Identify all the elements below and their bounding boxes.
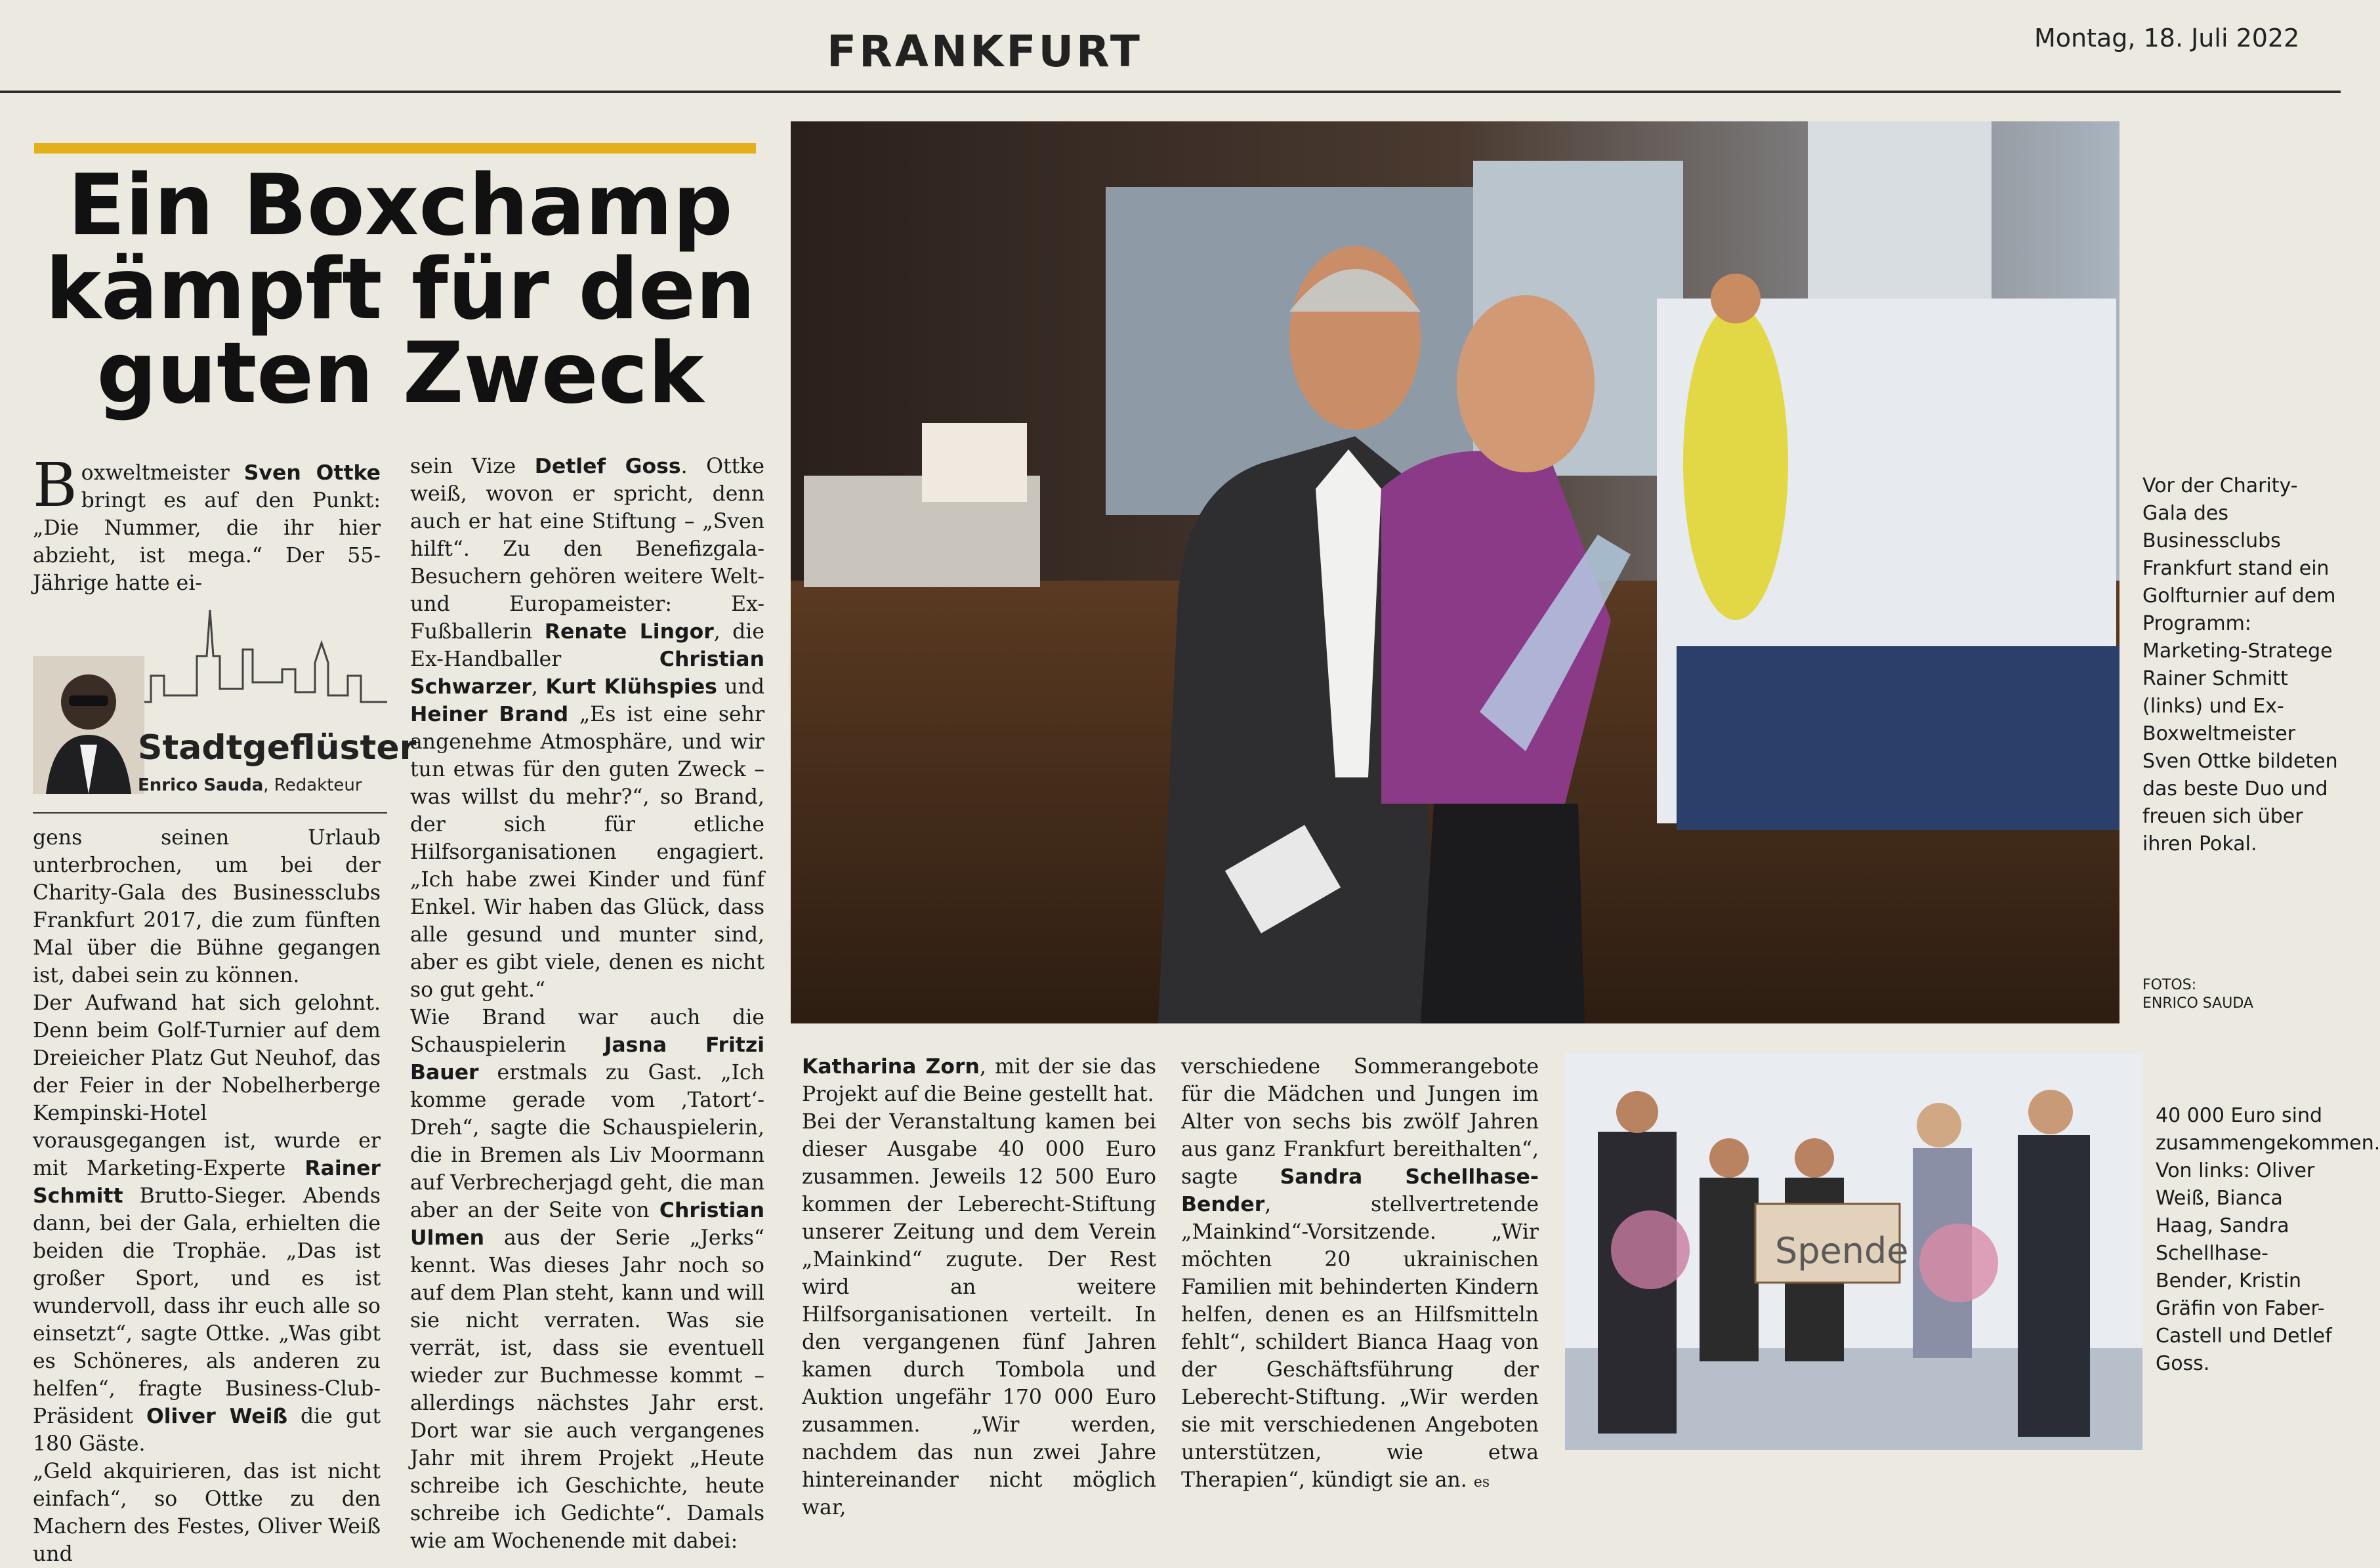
headline-line-1: Ein Boxchamp xyxy=(68,157,733,255)
text: sein Vize xyxy=(410,455,535,478)
name-renate-lingor: Renate Lingor xyxy=(544,620,714,644)
text: und xyxy=(717,675,764,699)
dropcap: B xyxy=(33,450,77,520)
name-jasna-fritzi-bauer: Jasna Fritzi Bauer xyxy=(410,1033,764,1084)
text: . Ottke weiß, wovon er spricht, denn auch er hat eine Stiftung – „Sven hilft“. Zu den Benefizgala-Besuchern gehören weitere Welt- und Europameister: Ex-Fußballerin xyxy=(410,455,765,644)
name-kurt-kluehspies: Kurt Klühspies xyxy=(545,675,717,699)
column-author xyxy=(138,775,362,795)
text: , mit der sie das Projekt auf die Beine gestellt hat. xyxy=(802,1055,1157,1106)
author-role: , Redakteur xyxy=(263,775,362,795)
spende-sign: Spende xyxy=(1775,1230,1909,1271)
text: , stellvertretende „Mainkind“-Vorsitzende. „Wir möchten 20 ukrainischen Familien mit behinderten Kindern helfen, denen es an Hilfsmitteln fehlt“, schildert Bianca Haag von der Geschäftsführung der Leberecht-Stiftung. „Wir werden sie mit verschiedenen Angeboten unterstützen, wie etwa Therapien“, kündigt sie an. xyxy=(1181,1193,1539,1492)
paragraph: „Geld akquirieren, das ist nicht einfach“, so Ottke zu den Machern des Festes, Oliver Weiß und xyxy=(33,1460,381,1566)
name-heiner-brand: Heiner Brand xyxy=(410,703,569,726)
column-title: Stadtgeflüster xyxy=(138,728,417,768)
article-column-1 xyxy=(33,824,381,1568)
paragraph-text: die gut 180 Gäste. xyxy=(33,1405,381,1456)
headline-line-3: guten Zweck xyxy=(96,325,704,423)
photo-illustration xyxy=(791,121,2119,1023)
name-sandra-schellhase-bender: Sandra Schellhase-Bender xyxy=(1181,1165,1539,1216)
intro-text-2: bringt es auf den Punkt: „Die Nummer, die ihr hier abzieht, ist mega.“ Der 55-Jährige hatte ei- xyxy=(33,489,381,595)
headline-line-2: kämpft für den xyxy=(45,241,755,339)
paragraph-text: Der Aufwand hat sich gelohnt. Denn beim Golf-Turnier auf dem Dreieicher Platz Gut Neuhof, das der Feier in der Nobelherberge Kempinski-Hotel vorausgegangen ist, wurde er mit Marketing-Experte xyxy=(33,991,381,1180)
photo-caption-2: 40 000 Euro sind zusammengekommen. Von links: Oliver Weiß, Bianca Haag, Sandra Schellhase-Bender, Kristin Gräfin von Faber-Castell und Detlef Goss. xyxy=(2156,1104,2380,1375)
paragraph: gens seinen Urlaub unterbrochen, um bei der Charity-Gala des Businessclubs Frankfurt 2017, die zum fünften Mal über die Bühne gegangen ist, dabei sein zu können. xyxy=(33,826,381,987)
name-christian-schwarzer: Christian Schwarzer xyxy=(410,648,764,699)
credit-name: ENRICO SAUDA xyxy=(2142,995,2253,1012)
gala-photo xyxy=(791,121,2119,1023)
name-oliver-weiss: Oliver Weiß xyxy=(146,1405,288,1428)
donation-photo xyxy=(1565,1053,2142,1450)
paragraph-text: Brutto-Sieger. Abends dann, bei der Gala, erhielten die beiden die Trophäe. „Das ist großer Sport, und es ist wundervoll, dass ihr euch alle so einsetzt“, sagte Ottke. „Was gibt es Schöneres, als anderen zu helfen“, fragte Business-Club-Präsident xyxy=(33,1184,381,1428)
text: , die Ex-Handballer xyxy=(410,620,764,671)
text: erstmals zu Gast. „Ich komme gerade vom ‚Tatort‘-Dreh“, sagte die Schauspielerin, die in Bremen als Liv Moormann auf Verbrecherjagd geht, die man aber an der Seite von xyxy=(410,1061,764,1222)
article-column-3 xyxy=(802,1053,1156,1521)
name-christian-ulmen: Christian Ulmen xyxy=(410,1199,764,1250)
photo-caption-1: Vor der Charity-Gala des Businessclubs Frankfurt stand ein Golfturnier auf dem Programm: Marketing-Stratege Rainer Schmitt (links) und Ex-Boxweltmeister Sven Ottke bildeten das beste Duo und freuen sich über ihren Pokal. xyxy=(2142,474,2338,856)
headline-accent-bar xyxy=(34,143,756,154)
article-intro xyxy=(33,450,381,597)
text: aus der Serie „Jerks“ kennt. Was dieses Jahr noch so auf dem Plan steht, kann und will sie nicht verraten. Was sie verrät, ist, dass sie eventuell wieder zur Buchmesse kommt – allerdings nächstes Jahr erst. Dort war sie auch vergangenes Jahr mit ihrem Projekt „Heute schreibe ich Geschichte, heute schreibe ich Gedichte“. Damals wie am Wochenende mit dabei: xyxy=(410,1226,764,1553)
column-byline xyxy=(33,604,417,814)
photo-credit xyxy=(2142,976,2339,1013)
paragraph: Bei der Veranstaltung kamen bei dieser Ausgabe 40 000 Euro zusammen. Jeweils 12 500 Euro kommen der Leberecht-Stiftung unserer Zeitung und dem Verein „Mainkind“ zugute. Der Rest wird an weitere Hilfsorganisationen verteilt. In den vergangenen fünf Jahren kamen durch Tombola und Auktion ungefähr 170 000 Euro zusammen. „Wir werden, nachdem das nun zwei Jahre hintereinander nicht möglich war, xyxy=(802,1110,1156,1519)
article-column-4 xyxy=(1181,1053,1539,1496)
text: Wie Brand war auch die Schauspielerin xyxy=(410,1006,764,1057)
header-rule xyxy=(0,91,2341,93)
text: , xyxy=(531,675,546,699)
donation-illustration xyxy=(1565,1053,2142,1450)
text: verschiedene Sommerangebote für die Mädchen und Jungen im Alter von sechs bis zwölf Jahren aus ganz Frankfurt bereithalten“, sagte xyxy=(1181,1055,1539,1189)
article-column-2 xyxy=(410,453,764,1555)
intro-text: oxweltmeister xyxy=(81,461,244,485)
section-title: FRANKFURT xyxy=(827,26,1142,77)
article-headline xyxy=(33,157,768,423)
name-katharina-zorn: Katharina Zorn xyxy=(802,1055,980,1079)
author-name: Enrico Sauda xyxy=(138,775,264,795)
name-rainer-schmitt: Rainer Schmitt xyxy=(33,1157,381,1208)
byline-rule xyxy=(33,812,387,814)
name-sven-ottke: Sven Ottke xyxy=(243,461,381,485)
name-detlef-goss: Detlef Goss xyxy=(534,455,681,478)
author-signature: es xyxy=(1473,1474,1490,1491)
issue-date: Montag, 18. Juli 2022 xyxy=(2034,24,2300,52)
text: „Es ist eine sehr angenehme Atmosphäre, und wir tun etwas für den guten Zweck – was willst du mehr?“, so Brand, der sich für etliche Hilfsorganisationen engagiert. „Ich habe zwei Kinder und fünf Enkel. Wir haben das Glück, dass alle gesund und munter sind, aber es gibt viele, denen es nicht so gut geht.“ xyxy=(410,703,764,1002)
credit-label: FOTOS: xyxy=(2142,977,2197,993)
